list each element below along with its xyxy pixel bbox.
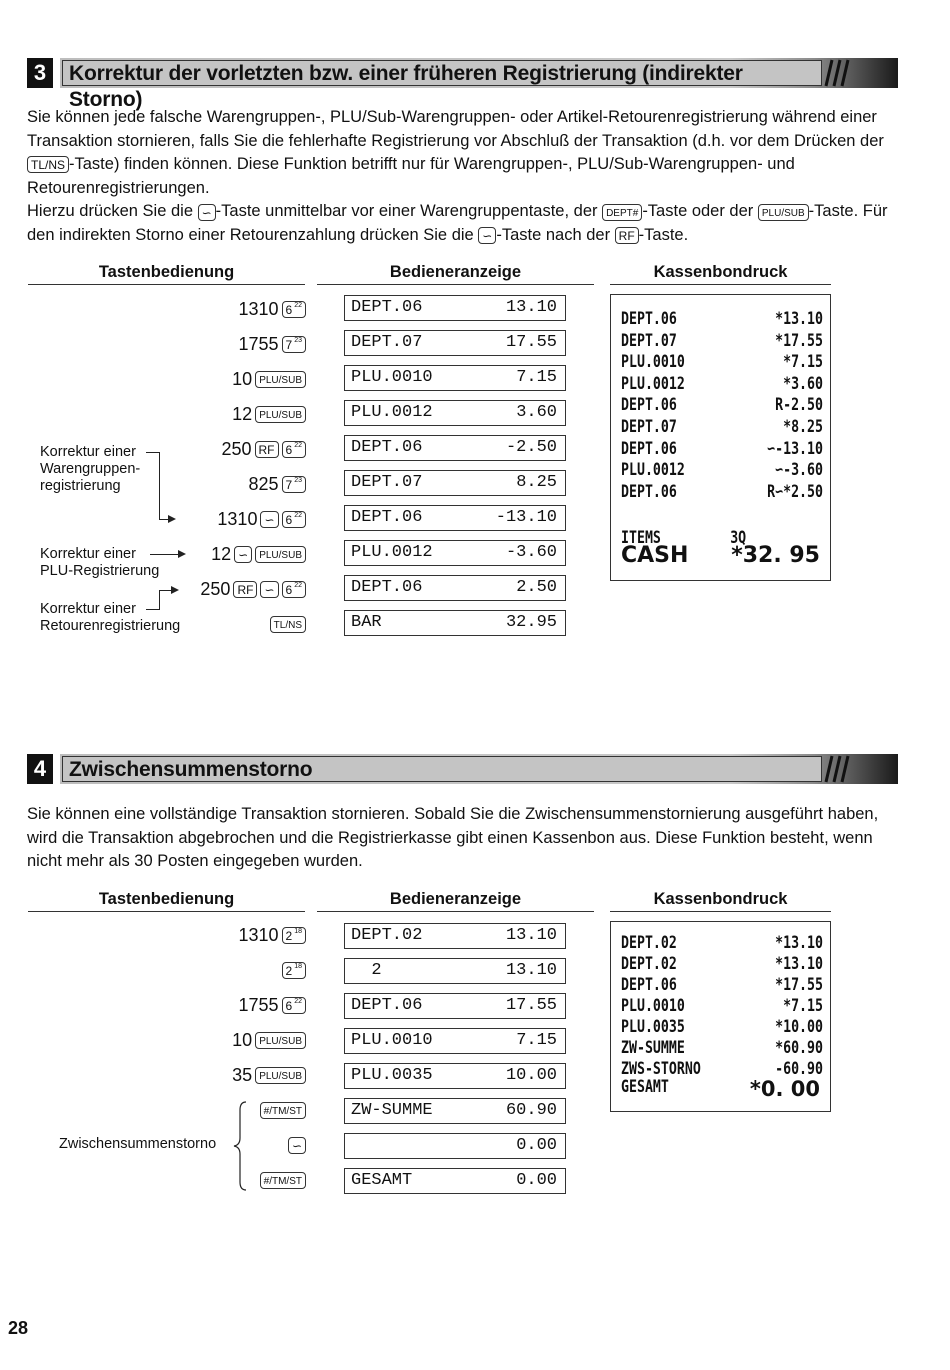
key-button: 6 $^{22}$ bbox=[282, 581, 306, 598]
receipt-line: DEPT.07 *8.25 bbox=[621, 417, 824, 437]
display-line: DEPT.06 17.55 bbox=[344, 993, 566, 1019]
key-button: 2 $^{18}$ bbox=[282, 927, 306, 944]
section-title: Zwischensummenstorno bbox=[62, 756, 822, 782]
section-header-bar bbox=[60, 58, 898, 111]
section-header-bar bbox=[60, 754, 898, 784]
intro-paragraph: Sie können jede falsche Warengruppen-, PLU/Sub-Warengruppen- oder Artikel-Retourenregistrierung während einer Transaktion stornieren, falls Sie die fehlerhafte Registrierung vor Abschluß der Transaktion (d.h. vor dem Drücken der TL/NS -Taste) finden können. Diese Funktion betrifft nur für Warengruppen-, PLU/Sub-Warengruppen- und Retourenregistrierungen. Hierzu drücken Sie die ∽ -Taste unmittelbar vor einer Warengruppentaste, der DEPT# -Taste oder der PLU/SUB -Taste. Für den indirekten Storno einer Retourenzahlung drücken Sie die ∽ -Taste nach der RF -Taste. bbox=[27, 108, 888, 244]
key-button: #/TM/ST bbox=[260, 1102, 306, 1119]
key-operation-row bbox=[217, 508, 306, 530]
entered-amount: 1755 bbox=[238, 994, 279, 1015]
entered-amount: 12 bbox=[232, 403, 253, 424]
receipt-line: ZW-SUMME *60.90 bbox=[621, 1038, 824, 1058]
arrow-line bbox=[150, 554, 180, 555]
entered-amount: 250 bbox=[221, 438, 252, 459]
key-operation-row bbox=[232, 1029, 306, 1051]
receipt-line: ZWS-STORNO -60.90 bbox=[621, 1059, 824, 1079]
receipt: ITEMS 3Q CASH *32. 95 DEPT.06 *13.10 DEPT.07 *17.55 PLU.0010 *7.15 PLU.0012 *3.60 DEPT.06 R-2.50 DEPT.07 *8.25 DEPT.06 ∽-13.10 PLU.0012 ∽-3.60 DEPT.06 R∽*2.50 bbox=[610, 294, 831, 581]
key-operation-row bbox=[257, 1099, 306, 1121]
receipt-line: DEPT.02 *13.10 bbox=[621, 933, 824, 953]
display-line: 0.00 bbox=[344, 1133, 566, 1159]
arrow-icon bbox=[171, 585, 181, 595]
display-line: PLU.0010 7.15 bbox=[344, 365, 566, 391]
receipt-line: DEPT.06 R-2.50 bbox=[621, 395, 824, 416]
display-line: DEPT.06 -13.10 bbox=[344, 505, 566, 531]
display-line: DEPT.07 8.25 bbox=[344, 470, 566, 496]
display-line: PLU.0012 3.60 bbox=[344, 400, 566, 426]
key-button: RF bbox=[233, 581, 257, 598]
annotation-subtotal-void: Zwischensummenstorno bbox=[59, 1136, 217, 1152]
key-operation-row bbox=[238, 994, 306, 1016]
entered-amount: 825 bbox=[248, 473, 279, 494]
key-button: 7 $^{23}$ bbox=[282, 476, 306, 493]
slashes-decoration bbox=[824, 754, 854, 784]
key-button: ∽ bbox=[288, 1137, 306, 1154]
rf-key: RF bbox=[615, 227, 639, 244]
key-button: TL/NS bbox=[270, 616, 306, 633]
receipt-line: DEPT.02 *13.10 bbox=[621, 954, 824, 974]
key-operation-row bbox=[238, 924, 306, 946]
bracket-line bbox=[146, 452, 160, 453]
key-button: 6 $^{22}$ bbox=[282, 511, 306, 528]
key-operation-row bbox=[221, 438, 306, 460]
annotation-plu-correction: Korrektur einer PLU-Registrierung bbox=[40, 546, 160, 579]
bracket-line bbox=[146, 609, 159, 610]
key-operation-row bbox=[200, 578, 306, 600]
receipt-line: DEPT.06 R∽*2.50 bbox=[621, 481, 824, 502]
dept-key: DEPT# bbox=[602, 204, 642, 221]
key-button: 6 $^{22}$ bbox=[282, 301, 306, 318]
key-button: 2 $^{18}$ bbox=[282, 962, 306, 979]
slashes-decoration bbox=[824, 58, 854, 88]
receipt-line: DEPT.07 *17.55 bbox=[621, 330, 824, 351]
section4-paragraph: Sie können eine vollständige Transaktion stornieren. Sobald Sie die Zwischensummenstornierung ausgeführt haben, wird die Transaktion abgebrochen und die Registrierkasse gibt einen Kassenbon aus. Diese Funktion besteht, wenn nicht mehr als 30 Posten eingegeben wurden. bbox=[27, 805, 879, 871]
arrow-icon bbox=[168, 514, 178, 524]
receipt-line: PLU.0035 *10.00 bbox=[621, 1017, 824, 1037]
display-line: GESAMT 0.00 bbox=[344, 1168, 566, 1194]
key-operation-row bbox=[267, 613, 306, 635]
key-button: RF bbox=[255, 441, 279, 458]
receipt-line: DEPT.06 *17.55 bbox=[621, 975, 824, 995]
display-line: PLU.0012 -3.60 bbox=[344, 540, 566, 566]
display-line: DEPT.06 13.10 bbox=[344, 295, 566, 321]
section-number: 3 bbox=[27, 58, 53, 88]
display-line: 2 13.10 bbox=[344, 958, 566, 984]
key-button: #/TM/ST bbox=[260, 1172, 306, 1189]
display-line: DEPT.07 17.55 bbox=[344, 330, 566, 356]
display-line: DEPT.02 13.10 bbox=[344, 923, 566, 949]
key-operation-row bbox=[232, 403, 306, 425]
col-head-display: Bedieneranzeige bbox=[317, 890, 594, 912]
arrow-icon bbox=[178, 549, 188, 559]
key-operation-row bbox=[211, 543, 306, 565]
receipt-line: DEPT.06 *13.10 bbox=[621, 309, 824, 329]
entered-amount: 1310 bbox=[238, 298, 279, 319]
annotation-return-correction: Korrektur einer Retourenregistrierung bbox=[40, 601, 181, 634]
receipt-line: PLU.0010 *7.15 bbox=[621, 996, 824, 1016]
key-button: PLU/SUB bbox=[255, 546, 306, 563]
tlns-key: TL/NS bbox=[27, 156, 69, 173]
entered-amount: 250 bbox=[200, 578, 231, 599]
section-number: 4 bbox=[27, 754, 53, 784]
col-head-receipt: Kassenbondruck bbox=[610, 263, 831, 285]
section-title: Korrektur der vorletzten bzw. einer früheren Registrierung (indirekter Storno) bbox=[62, 60, 822, 86]
entered-amount: 1755 bbox=[238, 333, 279, 354]
receipt-line: PLU.0012 ∽-3.60 bbox=[621, 460, 824, 481]
bracket-line bbox=[159, 590, 160, 610]
receipt-line: PLU.0012 *3.60 bbox=[621, 373, 824, 394]
entered-amount: 10 bbox=[232, 368, 253, 389]
entered-amount: 12 bbox=[211, 543, 232, 564]
entered-amount: 1310 bbox=[238, 924, 279, 945]
void-key: ∽ bbox=[478, 227, 496, 244]
display-line: PLU.0010 7.15 bbox=[344, 1028, 566, 1054]
receipt-line: PLU.0010 *7.15 bbox=[621, 352, 824, 373]
key-button: ∽ bbox=[260, 581, 278, 598]
key-operation-row bbox=[238, 298, 306, 320]
display-line: DEPT.06 2.50 bbox=[344, 575, 566, 601]
receipt-line: DEPT.06 ∽-13.10 bbox=[621, 438, 824, 459]
key-operation-row bbox=[232, 368, 306, 390]
key-button: PLU/SUB bbox=[255, 1032, 306, 1049]
annotation-dept-correction: Korrektur einer Warengruppen- registrierung bbox=[40, 444, 141, 494]
entered-amount: 1310 bbox=[217, 508, 258, 529]
col-head-keys: Tastenbedienung bbox=[28, 890, 305, 912]
key-button: PLU/SUB bbox=[255, 371, 306, 388]
col-head-display: Bedieneranzeige bbox=[317, 263, 594, 285]
key-operation-row bbox=[238, 333, 306, 355]
key-operation-row bbox=[285, 1134, 306, 1156]
brace-icon bbox=[230, 1100, 250, 1192]
entered-amount: 35 bbox=[232, 1064, 253, 1085]
receipt: GESAMT *0. 00 DEPT.02 *13.10 DEPT.02 *13.10 DEPT.06 *17.55 PLU.0010 *7.15 PLU.0035 *10.00 ZW-SUMME *60.90 ZWS-STORNO -60.90 bbox=[610, 921, 831, 1112]
col-head-keys: Tastenbedienung bbox=[28, 263, 305, 285]
page-number: 28 bbox=[8, 1318, 29, 1338]
key-button: ∽ bbox=[234, 546, 252, 563]
void-key: ∽ bbox=[198, 204, 216, 221]
display-line: PLU.0035 10.00 bbox=[344, 1063, 566, 1089]
key-operation-row bbox=[248, 473, 306, 495]
entered-amount: 10 bbox=[232, 1029, 253, 1050]
plusub-key: PLU/SUB bbox=[758, 204, 809, 221]
key-operation-row bbox=[279, 959, 306, 981]
receipt-items: ITEMS 3Q bbox=[621, 528, 747, 548]
key-button: PLU/SUB bbox=[255, 406, 306, 423]
key-operation-row bbox=[232, 1064, 306, 1086]
key-operation-row bbox=[257, 1169, 306, 1191]
display-line: BAR 32.95 bbox=[344, 610, 566, 636]
display-line: DEPT.06 -2.50 bbox=[344, 435, 566, 461]
key-button: 6 $^{22}$ bbox=[282, 997, 306, 1014]
key-button: ∽ bbox=[260, 511, 278, 528]
key-button: PLU/SUB bbox=[255, 1067, 306, 1084]
display-line: ZW-SUMME 60.90 bbox=[344, 1098, 566, 1124]
bracket-line bbox=[159, 452, 160, 520]
key-button: 7 $^{23}$ bbox=[282, 336, 306, 353]
col-head-receipt: Kassenbondruck bbox=[610, 890, 831, 912]
key-button: 6 $^{22}$ bbox=[282, 441, 306, 458]
